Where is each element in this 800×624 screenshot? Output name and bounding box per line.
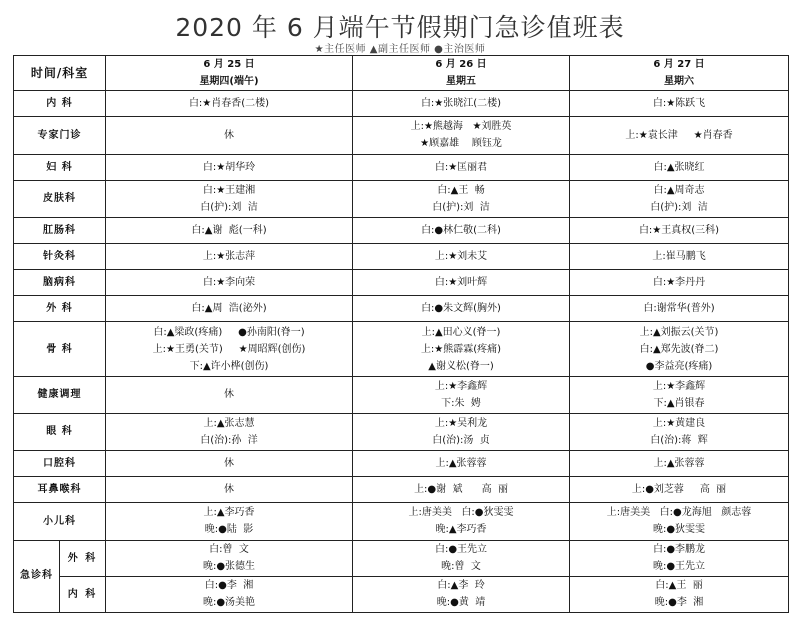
duty-cell <box>353 217 570 243</box>
duty-cell <box>106 270 353 296</box>
duty-line: 上:▲刘振云(关节) <box>639 326 719 338</box>
duty-line: 白(护):刘 洁 <box>432 201 490 213</box>
duty-line: 上:★刘未艾 <box>434 251 488 263</box>
duty-cell <box>353 154 570 180</box>
table-row <box>14 180 789 217</box>
duty-line: ▲谢义松(脊一) <box>428 360 494 372</box>
duty-cell <box>570 243 789 269</box>
duty-line: ★顾嘉雄 顾钰龙 <box>420 138 502 150</box>
duty-cell <box>570 217 789 243</box>
department-name: 针灸科 <box>14 243 106 269</box>
department-name: 口腔科 <box>14 451 106 477</box>
duty-cell <box>353 503 570 540</box>
duty-line: 上:★张志萍 <box>202 251 256 263</box>
duty-cell <box>353 477 570 503</box>
duty-line: 晚:曾 文 <box>441 561 481 573</box>
duty-line: 休 <box>224 129 235 141</box>
duty-cell <box>106 451 353 477</box>
duty-line: 白(治):汤 贞 <box>432 434 490 446</box>
duty-line: 晚:●黄 靖 <box>436 597 486 609</box>
duty-cell <box>106 180 353 217</box>
duty-cell <box>570 91 789 117</box>
duty-cell <box>353 376 570 413</box>
duty-roster-table <box>13 55 789 613</box>
duty-line: 白:谢常华(普外) <box>643 303 715 315</box>
duty-line: 白:▲李 玲 <box>437 580 485 592</box>
duty-line: 白:★匡丽君 <box>434 161 488 173</box>
header-date: 6 月 25 日 <box>203 59 255 71</box>
department-name: 眼 科 <box>14 413 106 450</box>
duty-line: 上:●刘芝蓉 高 丽 <box>631 484 727 496</box>
duty-line: 白:★张晓江(二楼) <box>420 98 502 110</box>
duty-cell <box>353 322 570 376</box>
duty-cell <box>353 540 570 576</box>
duty-line: 上:▲李巧香 <box>203 507 255 519</box>
duty-cell <box>570 413 789 450</box>
duty-cell <box>570 270 789 296</box>
duty-line: 上:★李鑫辉 <box>434 380 488 392</box>
duty-line: 白:★王建湘 <box>202 184 256 196</box>
header-day-1 <box>106 56 353 91</box>
duty-line: 晚:●陆 影 <box>204 524 254 536</box>
duty-cell <box>353 243 570 269</box>
duty-line: 休 <box>224 458 235 470</box>
duty-cell <box>106 217 353 243</box>
duty-line: 白:▲郑先波(脊二) <box>639 343 719 355</box>
duty-line: 晚:●汤美艳 <box>202 597 256 609</box>
header-day-2 <box>353 56 570 91</box>
duty-line: 白:●李鹏龙 <box>652 544 706 556</box>
header-corner: 时间/科室 <box>14 56 106 91</box>
duty-line: 白:★刘叶辉 <box>434 277 488 289</box>
duty-line: 白:▲梁政(疼痛) ●孙南阳(脊一) <box>153 326 305 338</box>
table-row <box>14 296 789 322</box>
duty-line: 上:崔马鹏飞 <box>652 251 706 263</box>
department-name: 皮肤科 <box>14 180 106 217</box>
table-row <box>14 477 789 503</box>
table-row <box>14 322 789 376</box>
table-row <box>14 376 789 413</box>
duty-cell <box>106 91 353 117</box>
duty-line: 白:★李丹丹 <box>652 277 706 289</box>
duty-line: 上:●谢 斌 高 丽 <box>414 484 508 496</box>
department-name: 内 科 <box>14 91 106 117</box>
header-row <box>14 56 789 91</box>
table-row <box>14 270 789 296</box>
emergency-group-label: 急诊科 <box>14 540 60 612</box>
table-row <box>14 503 789 540</box>
duty-cell <box>570 180 789 217</box>
duty-cell <box>353 296 570 322</box>
department-name: 专家门诊 <box>14 117 106 154</box>
duty-line: 休 <box>224 389 235 401</box>
duty-cell <box>106 154 353 180</box>
duty-line: 上:★吴利龙 <box>434 417 488 429</box>
duty-line: 上:▲张蓉蓉 <box>653 458 705 470</box>
duty-line: 白:▲王 畅 <box>437 184 485 196</box>
duty-line: 白:★肖春香(二楼) <box>188 98 270 110</box>
duty-cell <box>353 117 570 154</box>
duty-line: 晚:●王先立 <box>652 561 706 573</box>
duty-line: 休 <box>224 484 235 496</box>
duty-line: 晚:●狄雯雯 <box>652 524 706 536</box>
duty-line: 上:★袁长津 ★肖春香 <box>625 129 733 141</box>
title-legend: ★主任医师 ▲副主任医师 ●主治医师 <box>314 44 486 55</box>
duty-line: 白:▲王 丽 <box>655 580 703 592</box>
duty-line: 白:●李 湘 <box>204 580 254 592</box>
duty-cell <box>570 154 789 180</box>
duty-cell <box>106 503 353 540</box>
header-day-3 <box>570 56 789 91</box>
header-weekday: 星期五 <box>446 76 477 88</box>
duty-line: 白:●朱文辉(胸外) <box>421 303 501 315</box>
emergency-sub-department: 外 科 <box>60 540 106 576</box>
roster-body <box>14 56 789 613</box>
duty-cell <box>570 117 789 154</box>
duty-line: 白:▲周奇志 <box>653 184 705 196</box>
duty-line: 白:★李向荣 <box>202 277 256 289</box>
department-name: 健康调理 <box>14 376 106 413</box>
duty-cell <box>353 180 570 217</box>
duty-line: 下:▲许小桦(创伤) <box>189 360 269 372</box>
emergency-row <box>14 576 789 612</box>
table-row <box>14 217 789 243</box>
duty-cell <box>570 477 789 503</box>
duty-cell <box>106 243 353 269</box>
duty-line: 上:▲张志慧 <box>203 417 255 429</box>
department-name: 脑病科 <box>14 270 106 296</box>
header-date: 6 月 27 日 <box>653 59 705 71</box>
emergency-row <box>14 540 789 576</box>
duty-cell <box>570 503 789 540</box>
duty-cell <box>353 576 570 612</box>
duty-line: ●李益亮(疼痛) <box>645 360 713 372</box>
duty-line: 上:★熊越海 ★刘胜英 <box>410 121 512 133</box>
duty-line: 白(护):刘 洁 <box>650 201 708 213</box>
table-row <box>14 154 789 180</box>
duty-cell <box>353 451 570 477</box>
duty-line: 下:▲肖银春 <box>653 397 705 409</box>
duty-line: 白(治):孙 洋 <box>200 434 258 446</box>
duty-cell <box>353 270 570 296</box>
duty-line: 晚:▲李巧香 <box>435 524 487 536</box>
duty-cell <box>570 322 789 376</box>
duty-cell <box>570 540 789 576</box>
duty-cell <box>353 91 570 117</box>
department-name: 耳鼻喉科 <box>14 477 106 503</box>
duty-line: 晚:●李 湘 <box>654 597 704 609</box>
duty-line: 上:▲张蓉蓉 <box>435 458 487 470</box>
duty-line: 白:▲张晓红 <box>653 161 705 173</box>
duty-line: 白:★王真权(三科) <box>638 224 720 236</box>
table-row <box>14 91 789 117</box>
duty-line: 白:●林仁敬(二科) <box>421 224 501 236</box>
department-name: 小儿科 <box>14 503 106 540</box>
duty-cell <box>570 451 789 477</box>
duty-cell <box>106 413 353 450</box>
duty-cell <box>106 296 353 322</box>
department-name: 外 科 <box>14 296 106 322</box>
duty-cell <box>106 576 353 612</box>
department-name: 肛肠科 <box>14 217 106 243</box>
duty-line: 下:朱 娉 <box>441 397 481 409</box>
duty-line: 白(护):刘 洁 <box>200 201 258 213</box>
duty-cell <box>106 477 353 503</box>
duty-cell <box>106 117 353 154</box>
duty-cell <box>570 296 789 322</box>
table-row <box>14 413 789 450</box>
duty-cell <box>106 376 353 413</box>
duty-line: 晚:●张德生 <box>202 561 256 573</box>
header-date: 6 月 26 日 <box>435 59 487 71</box>
page-title: 2020 年 6 月端午节假期门急诊值班表 <box>175 13 625 42</box>
duty-line: 上:★黄建良 <box>652 417 706 429</box>
duty-line: 上:★王勇(关节) ★周昭辉(创伤) <box>152 343 306 355</box>
table-row <box>14 243 789 269</box>
duty-cell <box>570 576 789 612</box>
duty-line: 白:★陈跃飞 <box>652 98 706 110</box>
duty-line: 上:唐美美 白:●龙海旭 颜志蓉 <box>606 507 752 519</box>
duty-line: 白:▲谢 彪(一科) <box>191 224 267 236</box>
duty-line: 上:★熊霹霖(疼痛) <box>420 343 502 355</box>
duty-line: 上:唐美美 白:●狄雯雯 <box>408 507 514 519</box>
duty-cell <box>353 413 570 450</box>
duty-line: 上:★李鑫辉 <box>652 380 706 392</box>
duty-line: 白:★胡华玲 <box>202 161 256 173</box>
duty-line: 白:●王先立 <box>434 544 488 556</box>
department-name: 妇 科 <box>14 154 106 180</box>
header-weekday: 星期四(端午) <box>199 76 259 88</box>
duty-line: 白:曾 文 <box>209 544 249 556</box>
duty-cell <box>106 322 353 376</box>
emergency-sub-department: 内 科 <box>60 576 106 612</box>
duty-cell <box>106 540 353 576</box>
duty-line: 白:▲周 浩(泌外) <box>191 303 267 315</box>
duty-cell <box>570 376 789 413</box>
department-name: 骨 科 <box>14 322 106 376</box>
duty-line: 上:▲田心义(脊一) <box>421 326 501 338</box>
header-weekday: 星期六 <box>664 76 695 88</box>
table-row <box>14 451 789 477</box>
duty-line: 白(治):蒋 辉 <box>650 434 708 446</box>
table-row <box>14 117 789 154</box>
